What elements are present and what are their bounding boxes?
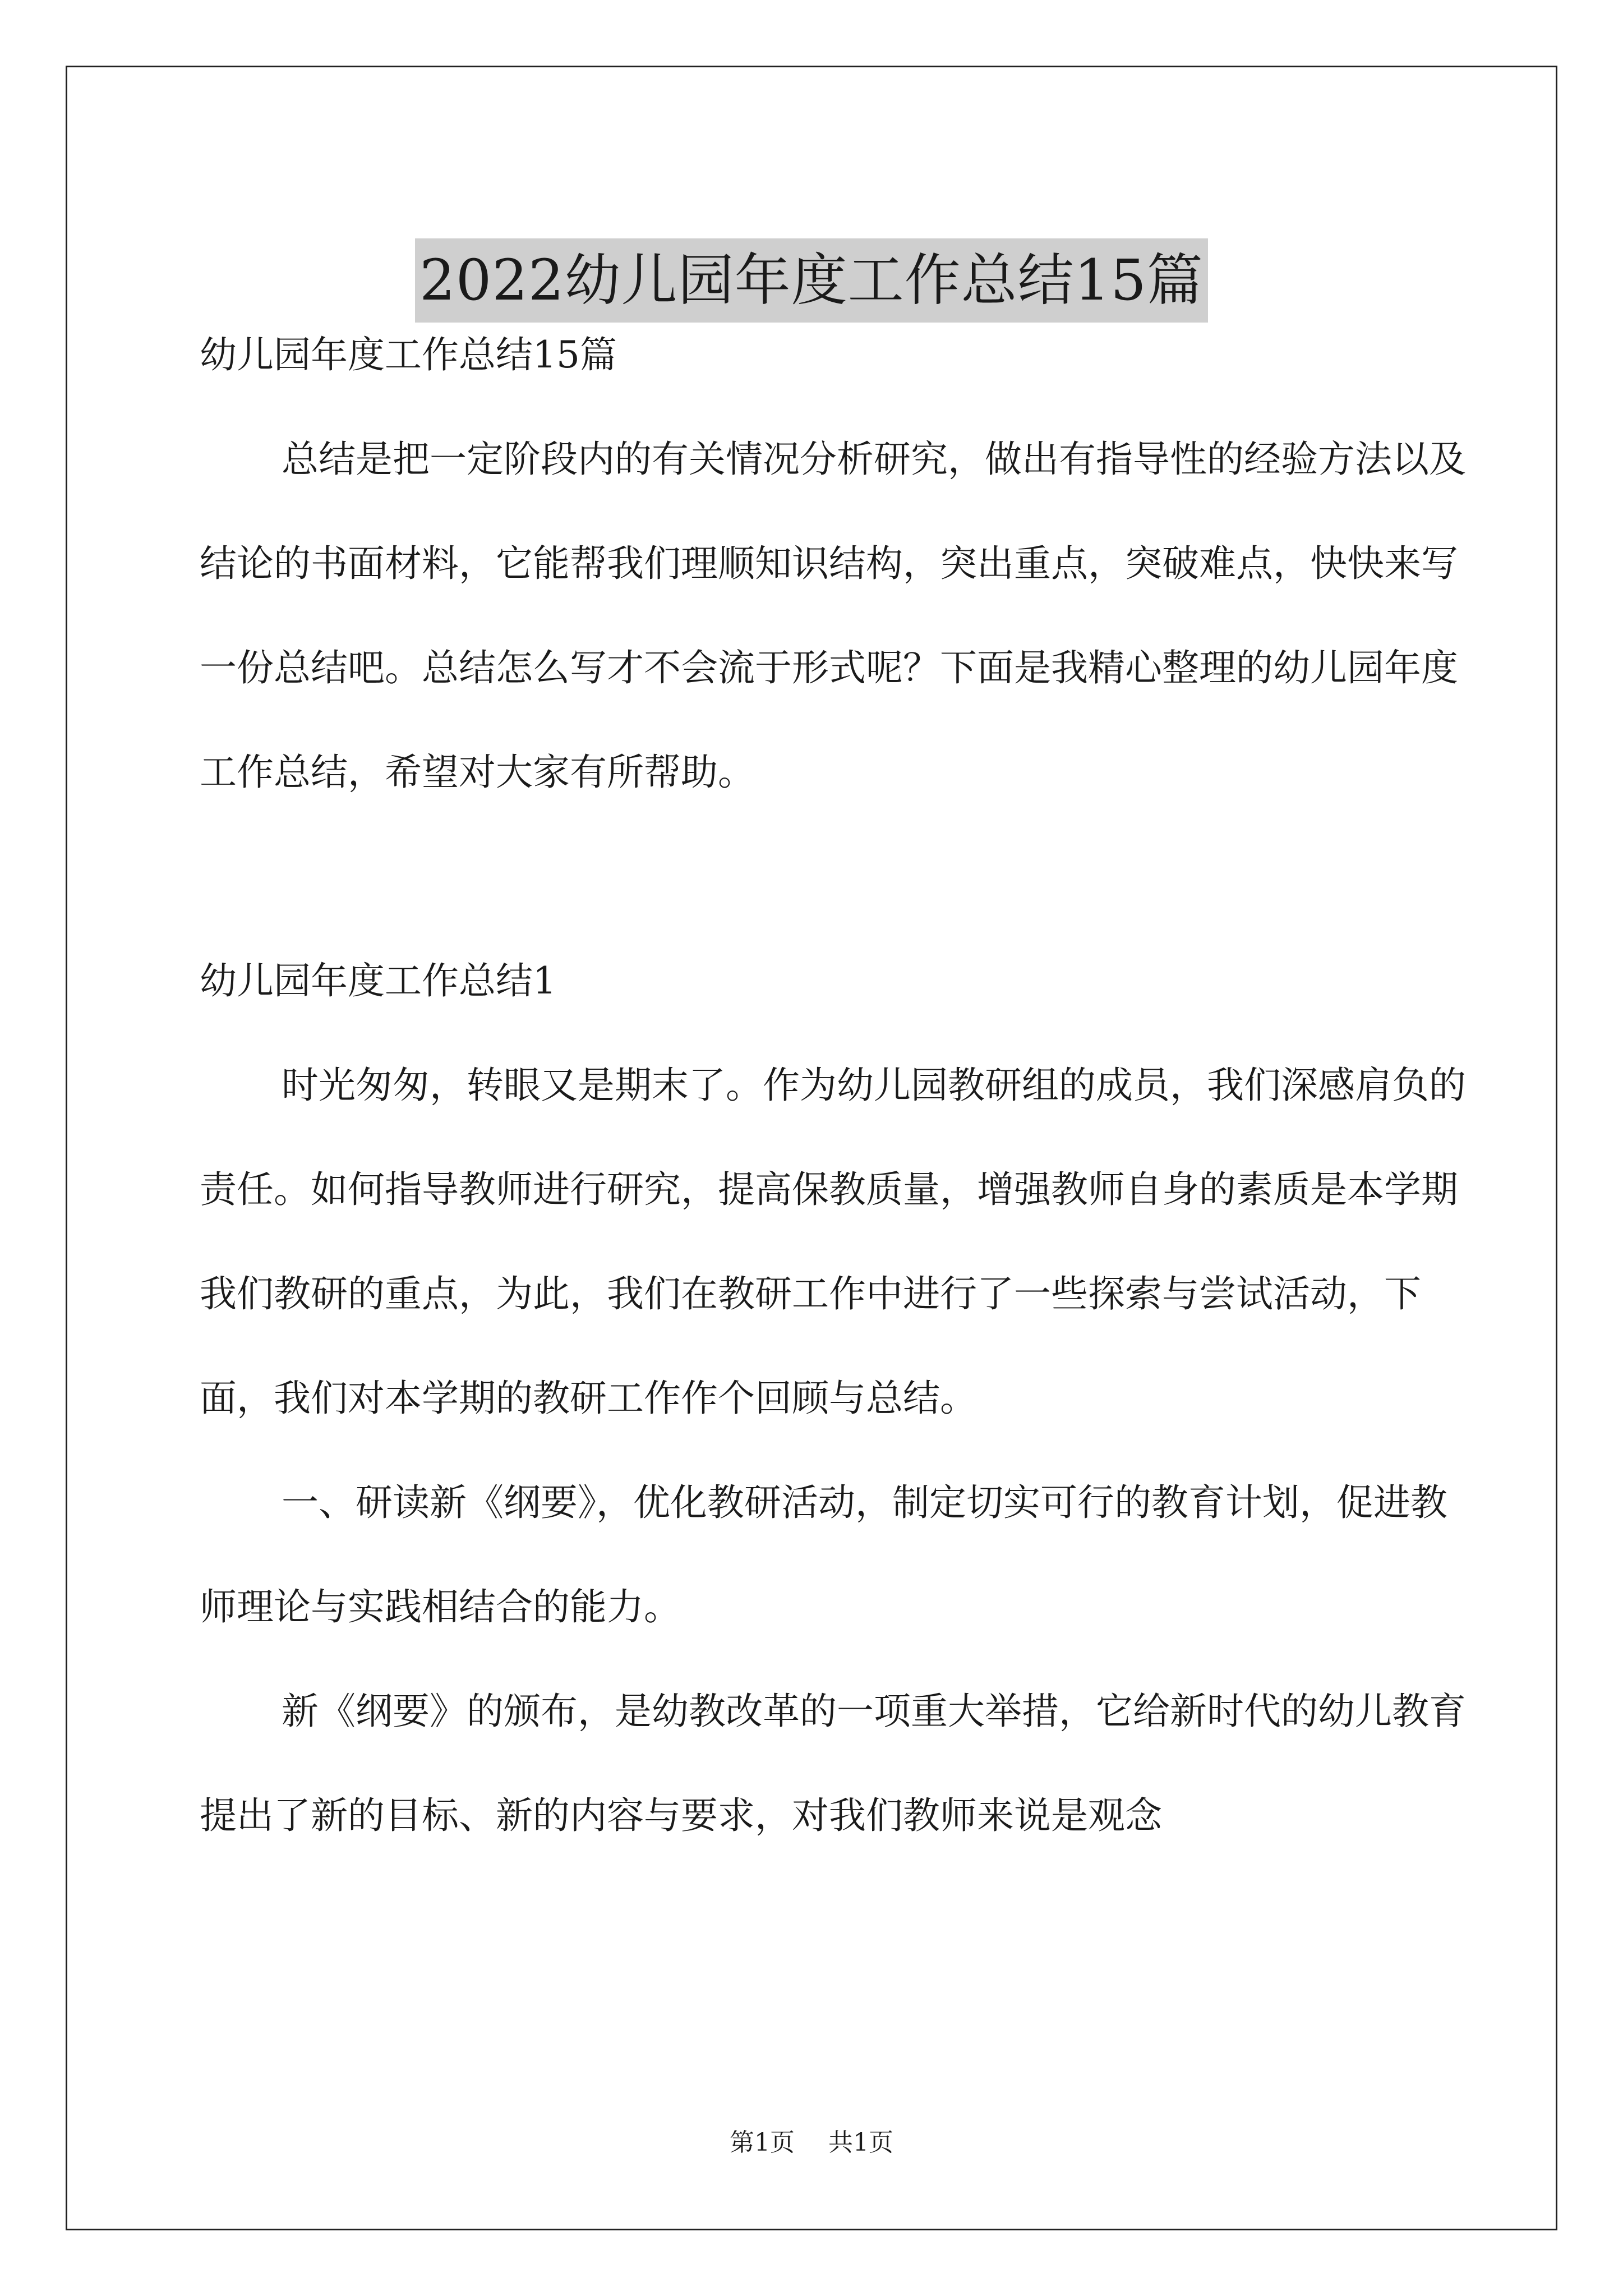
spacer (200, 825, 1467, 929)
paragraph: 新《纲要》的颁布，是幼教改革的一项重大举措，它给新时代的幼儿教育提出了新的目标、新的内容与要求，对我们教师来说是观念 (200, 1690, 1466, 1837)
page-number: 第1页 (730, 2128, 795, 2157)
page-title: 2022幼儿园年度工作总结15篇 (415, 238, 1208, 323)
document-body (200, 303, 1467, 1868)
paragraph: 时光匆匆，转眼又是期末了。作为幼儿园教研组的成员，我们深感肩负的责任。如何指导教师进行研究，提高保教质量，增强教师自身的素质是本学期我们教研的重点，为此，我们在教研工作中进行了一些探索与尝试活动，下面，我们对本学期的教研工作作个回顾与总结。 (200, 1064, 1466, 1420)
page-total: 共1页 (828, 2128, 893, 2157)
section-heading: 幼儿园年度工作总结1 (200, 959, 556, 1002)
page-footer (0, 2126, 1623, 2160)
paragraph: 一、研读新《纲要》，优化教研活动，制定切实可行的教育计划，促进教师理论与实践相结合的能力。 (200, 1481, 1447, 1628)
intro-paragraph: 总结是把一定阶段内的有关情况分析研究，做出有指导性的经验方法以及结论的书面材料，它能帮我们理顺知识结构，突出重点，突破难点，快快来写一份总结吧。总结怎么写才不会流于形式呢？下面是我精心整理的幼儿园年度工作总结，希望对大家有所帮助。 (200, 438, 1466, 794)
subtitle: 幼儿园年度工作总结15篇 (200, 333, 617, 376)
